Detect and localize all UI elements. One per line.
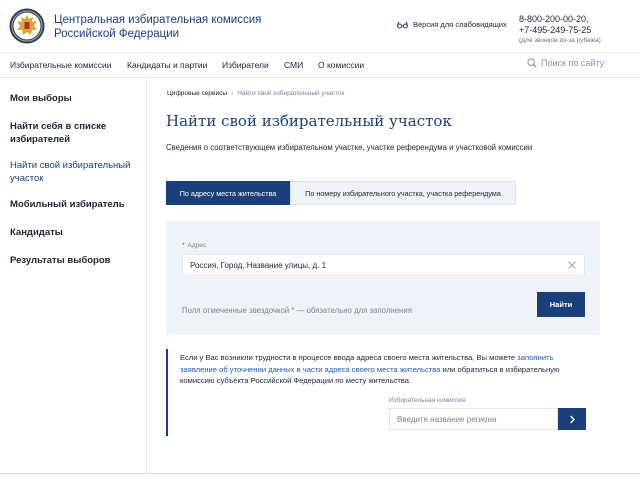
phone-note: (для звонков из-за рубежа) xyxy=(519,37,601,44)
find-button[interactable]: Найти xyxy=(537,292,585,317)
sidebar-item-find-polling-station[interactable]: Найти свой избирательный участок xyxy=(10,160,131,184)
sidebar-item-mobile-voter[interactable]: Мобильный избиратель xyxy=(10,199,125,210)
site-search[interactable] xyxy=(527,58,604,68)
tab-by-address[interactable]: По адресу места жительства xyxy=(166,181,290,205)
phone-abroad[interactable]: +7-495-249-75-25 xyxy=(519,25,592,35)
accessibility-label: Версия для слабовидящих xyxy=(413,20,507,29)
breadcrumb-separator: › xyxy=(231,90,234,97)
required-hint: Поля отмеченные звездочкой * — обязательно для заполнения xyxy=(182,306,412,315)
org-name-line2: Российской Федерации xyxy=(54,28,180,40)
clarification-request-link[interactable]: заполнить заявление об уточнении данных в части адреса своего места жительства xyxy=(180,353,554,374)
address-input[interactable] xyxy=(182,254,585,276)
nav-item-voters[interactable]: Избиратели xyxy=(222,60,269,70)
clear-icon[interactable] xyxy=(567,260,577,270)
address-form xyxy=(166,221,600,335)
page-divider xyxy=(0,473,640,474)
search-label: Поиск по сайту xyxy=(541,58,605,68)
nav-item-commissions[interactable]: Избирательные комиссии xyxy=(10,60,112,70)
region-input[interactable] xyxy=(389,408,558,430)
address-label-text: Адрес xyxy=(187,242,207,249)
org-name-line1: Центральная избирательная комиссия xyxy=(54,14,262,26)
site-header xyxy=(0,0,640,53)
org-name[interactable] xyxy=(54,13,261,41)
required-mark: * xyxy=(182,242,185,249)
help-text xyxy=(180,352,590,387)
breadcrumb xyxy=(167,90,344,97)
search-mode-tabs xyxy=(166,181,516,205)
sidebar-item-candidates[interactable]: Кандидаты xyxy=(10,227,63,238)
help-block xyxy=(166,349,600,436)
help-text-after: или обратиться в избирательную комиссию субъекта Российской Федерации по месту жительства. xyxy=(180,364,560,385)
search-icon xyxy=(527,58,537,68)
glasses-icon xyxy=(397,21,408,29)
address-label xyxy=(182,242,206,249)
emblem-logo[interactable] xyxy=(9,8,45,44)
region-go-button[interactable] xyxy=(558,408,586,430)
sidebar-item-election-results[interactable]: Результаты выборов xyxy=(10,255,111,266)
tab-by-station-number[interactable]: По номеру избирательного участка, участка референдума xyxy=(290,181,516,205)
phone-hotline[interactable]: 8-800-200-00-20, xyxy=(519,14,589,24)
contacts xyxy=(519,14,601,46)
region-input-placeholder: Введите название региона xyxy=(397,415,497,424)
main-nav xyxy=(0,53,640,78)
nav-item-about[interactable]: О комиссии xyxy=(318,60,365,70)
sidebar-item-find-in-voter-list[interactable]: Найти себя в списке избирателей xyxy=(10,121,107,145)
commission-label: Избирательная комиссия xyxy=(389,397,466,404)
sidebar-item-my-elections[interactable]: Мои выборы xyxy=(10,93,72,104)
chevron-right-icon xyxy=(569,415,576,424)
address-input-value: Россия, Город, Название улицы, д. 1 xyxy=(190,261,327,270)
breadcrumb-digital-services[interactable]: Цифровые сервисы xyxy=(167,90,228,97)
nav-item-candidates[interactable]: Кандидаты и партии xyxy=(127,60,208,70)
accessibility-version-link[interactable] xyxy=(397,20,507,29)
breadcrumb-current: Найти свой избирательный участок xyxy=(237,90,345,97)
help-text-before: Если у Вас возникли трудности в процессе ввода адреса своего места жительства, Вы можете xyxy=(180,353,518,362)
page-title: Найти свой избирательный участок xyxy=(166,112,452,130)
nav-item-media[interactable]: СМИ xyxy=(284,60,304,70)
page-subtitle: Сведения о соответствующем избирательном участке, участке референдума и участковой комиссии xyxy=(166,143,533,152)
sidebar xyxy=(0,78,147,473)
